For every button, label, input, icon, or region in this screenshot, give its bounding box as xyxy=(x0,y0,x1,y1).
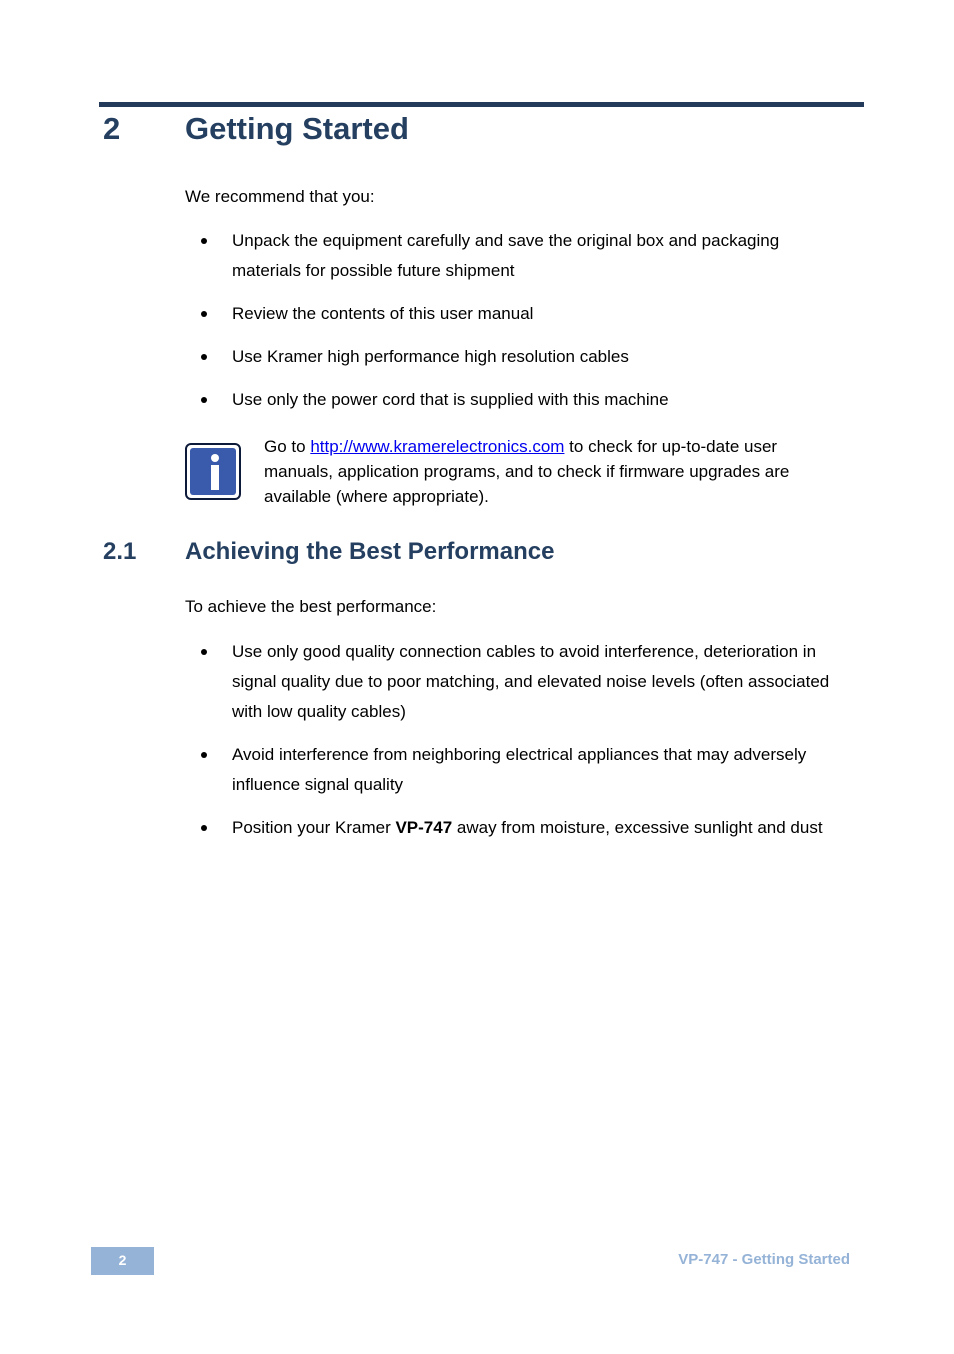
intro-paragraph: We recommend that you: xyxy=(185,187,375,206)
product-name: VP-747 xyxy=(395,818,453,837)
bullet-icon xyxy=(201,238,207,244)
chapter-rule xyxy=(99,102,864,107)
kramer-website-link[interactable]: http://www.kramerelectronics.com xyxy=(310,437,565,456)
list-item: Use Kramer high performance high resolution cables xyxy=(232,342,852,372)
bullet-icon xyxy=(201,354,207,360)
bullet-icon xyxy=(201,825,207,831)
chapter-number: 2 xyxy=(103,111,121,146)
list-item: Review the contents of this user manual xyxy=(232,299,852,329)
bullet-icon xyxy=(201,311,207,317)
section-number: 2.1 xyxy=(103,538,137,565)
note-text: Go to http://www.kramerelectronics.com to check for up-to-date user manuals, application programs, and to check if firmware upgrades are available (where appropriate). xyxy=(264,437,790,506)
performance-intro: To achieve the best performance: xyxy=(185,597,437,616)
list-item: Avoid interference from neighboring electrical appliances that may adversely influence signal quality xyxy=(232,740,852,800)
bullet-icon xyxy=(201,752,207,758)
list-item: Position your Kramer VP-747 away from moisture, excessive sunlight and dust xyxy=(232,813,852,843)
section-title: Achieving the Best Performance xyxy=(185,538,555,565)
bullet-icon xyxy=(201,397,207,403)
footer-title: VP-747 - Getting Started xyxy=(678,1251,850,1268)
list-item: Use only the power cord that is supplied with this machine xyxy=(232,385,852,415)
bullet-icon xyxy=(201,649,207,655)
page-number: 2 xyxy=(91,1247,154,1275)
performance-list xyxy=(232,637,852,843)
list-item: Unpack the equipment carefully and save the original box and packaging materials for possible future shipment xyxy=(232,226,852,286)
info-icon xyxy=(185,443,241,500)
recommendations-list xyxy=(232,226,852,415)
list-item: Use only good quality connection cables to avoid interference, deterioration in signal quality due to poor matching, and elevated noise levels (often associated with low quality cables) xyxy=(232,637,852,727)
chapter-title: Getting Started xyxy=(185,111,409,146)
